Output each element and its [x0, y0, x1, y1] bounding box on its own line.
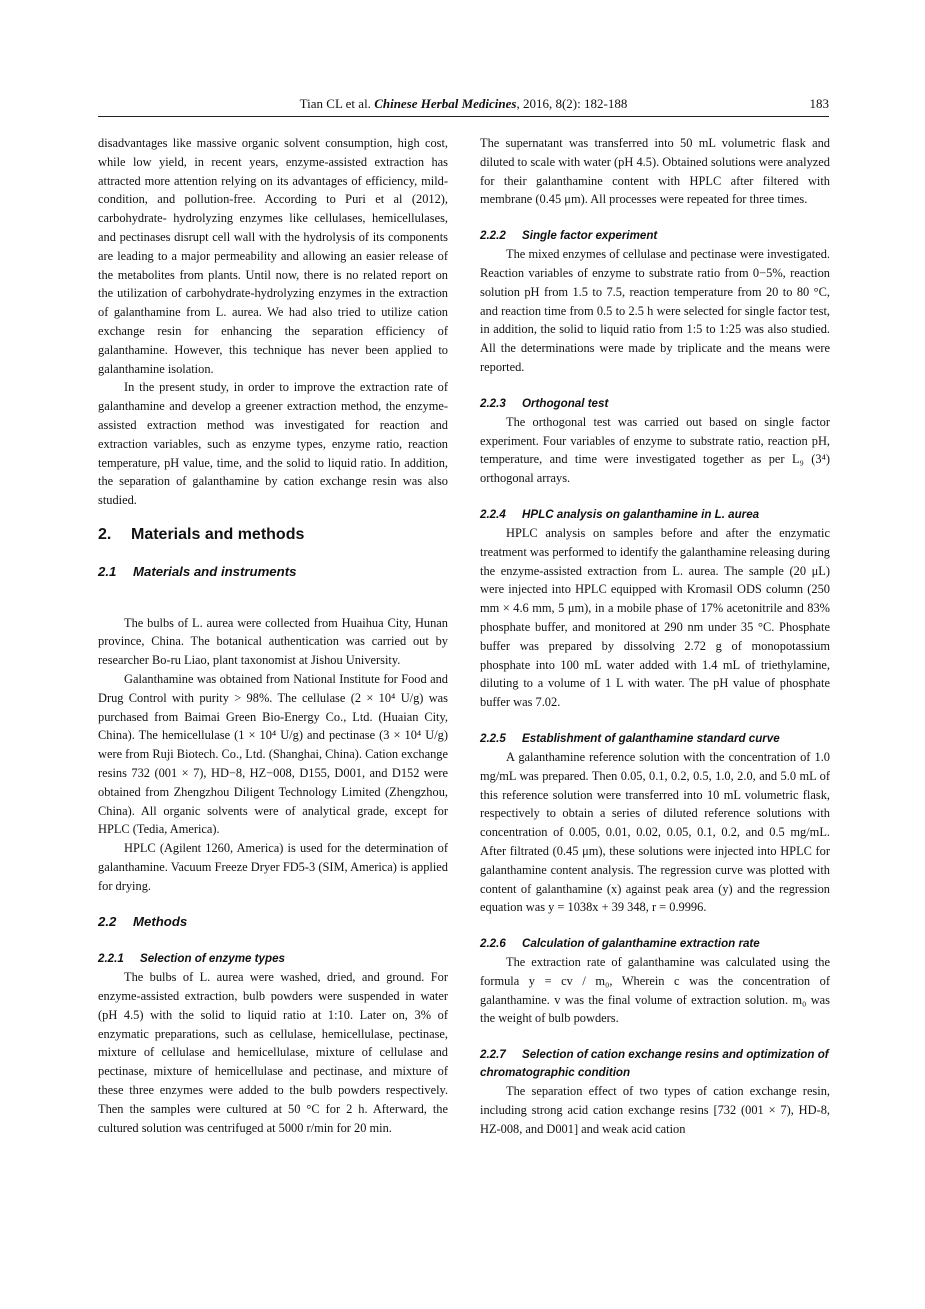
paragraph-hplc-instrument: HPLC (Agilent 1260, America) is used for the determination of galanthamine. Vacuum Freeze Dryer FD5-3 (SIM, America) is applied for drying. — [98, 841, 448, 893]
section-title: Materials and methods — [131, 525, 305, 543]
subsubsection-heading-2-2-7 — [480, 1046, 830, 1082]
subsection-title: Materials and instruments — [133, 563, 297, 579]
section-number: 2. — [98, 525, 112, 543]
paragraph-hplc-analysis: HPLC analysis on samples before and after the enzymatic treatment was performed to identify the galanthamine releasing during the enzyme-assisted extraction from L. aurea. The sample (20 μL) were injected into HPLC equipped with Kromasil ODS column (250 mm × 4.6 mm, 5 μm), in a mobile phase of 17% acetonitrile and 83% phosphate buffer, and monitored at 290 nm under 35 °C. Phosphate buffer was prepared by dissolving 2.72 g of monopotassium phosphate into 100 mL water added with 1.4 mL of triethylamine, diluting to a volume of 1 L with water. The pH value of phosphate buffer was 7.02. — [480, 525, 830, 710]
paragraph-present-study: In the present study, in order to improve the extraction rate of galanthamine and develop a greener extraction method, the enzyme-assisted extraction method was investigated for reaction and extraction variables, such as enzyme types, enzyme ratio, reaction temperature, pH value, time, and the solid to liquid ratio. In addition, the separation of galanthamine by cation exchange resin was also studied. — [98, 380, 448, 508]
subsubsection-title: HPLC analysis on galanthamine in L. aurea — [522, 507, 760, 521]
subsection-number: 2.2 — [98, 914, 117, 930]
page-number: 183 — [809, 96, 829, 111]
subsubsection-title: Selection of enzyme types — [140, 952, 285, 966]
subsubsection-number: 2.2.1 — [98, 952, 124, 966]
paragraph-standard-curve: A galanthamine reference solution with the concentration of 1.0 mg/mL was prepared. Then 0.05, 0.1, 0.2, 0.5, 1.0, 2.0, and 5.0 mL of this reference solution were transferred into 10 mL volumetric flask, respectively to obtain a series of diluted reference solutions with concentration of 0.005, 0.01, 0.02, 0.05, 0.1, 0.2, and 0.5 mg/mL. After filtrated (0.45 μm), these solutions were injected into HPLC for galanthamine content analysis. The regression curve was plotted with content of galanthamine (x) against peak area (y) and the regression equation was y = 1038x + 39 348, r = 0.9996. — [480, 749, 830, 915]
subsection-heading-2-2 — [98, 913, 448, 932]
paragraph-enzyme-selection: The bulbs of L. aurea were washed, dried, and ground. For enzyme-assisted extraction, bulb powders were suspended in water (pH 4.5) with the solid to liquid ratio at 1:10. Later on, 3% of enzymatic preparations, such as cellulase, hemicellulase, pectinase, mixture of cellulase and hemicellulase, mixture of cellulase and pectinase, mixture of hemicellulase and pectinase, and mixture of these three enzymes were added to the bulb powders respectively. Then the samples were cultured at 50 °C for 2 h. Afterward, the cultured solution was centrifuged at 5000 r/min for 20 min. — [98, 970, 448, 1135]
subsubsection-number: 2.2.3 — [480, 396, 506, 410]
subsection-heading-2-1 — [98, 563, 448, 582]
subsubsection-heading-2-2-3 — [480, 395, 830, 413]
subsubsection-heading-2-2-2 — [480, 227, 830, 245]
subsubsection-number: 2.2.5 — [480, 731, 506, 745]
paragraph-bulbs: The bulbs of L. aurea were collected from Huaihua City, Hunan province, China. The botanical authentication was carried out by researcher Bo-ru Liao, plant taxonomist at Jishou University. — [98, 615, 448, 668]
right-column — [480, 134, 830, 1139]
subsubsection-title: Single factor experiment — [522, 229, 658, 243]
subsubsection-title: Establishment of galanthamine standard curve — [522, 731, 780, 745]
subsection-number: 2.1 — [98, 563, 117, 579]
paragraph-extraction-rate: The extraction rate of galanthamine was calculated using the formula y = cv / m₀, Wherein c was the concentration of galanthamine. v was the final volume of extraction solution. m₀ was the weight of bulb powders. — [480, 955, 830, 1026]
paragraph-intro-continued: disadvantages like massive organic solvent consumption, high cost, while low yield, in recent years, enzyme-assisted extraction has attracted more attention relying on its advantages of efficiency, mild-condition, and pollution-free. According to Puri et al (2012), carbohydrate- hydrolyzing enzymes like cellulases, hemicellulases, and pectinases disrupt cell wall with the hydrolysis of its components are leading to a major permeability and allowing an easier release of the metabolites from plants. Until now, there is no related report on the utilization of carbohydrate-hydrolyzing enzymes in the extraction of galanthamine from L. aurea. We had also tried to utilize cation exchange resin for enhancing the separation efficiency of galanthamine. However, this technique has never been applied to galanthamine isolation. — [98, 136, 448, 376]
header-journal: Chinese Herbal Medicines — [374, 96, 517, 111]
subsubsection-title: Calculation of galanthamine extraction rate — [522, 937, 760, 951]
subsubsection-heading-2-2-6 — [480, 935, 830, 953]
paragraph-cation-exchange: The separation effect of two types of cation exchange resin, including strong acid cation exchange resins [732 (001 × 7), HD-8, HZ-008, and D001] and weak acid cation — [480, 1084, 830, 1136]
subsection-title: Methods — [133, 914, 188, 930]
section-heading-2 — [98, 526, 448, 545]
subsubsection-number: 2.2.7 — [480, 1048, 506, 1062]
citation-line — [98, 96, 829, 112]
subsubsection-title: Selection of cation exchange resins and optimization of chromatographic condition — [480, 1048, 829, 1080]
subsubsection-heading-2-2-4 — [480, 506, 830, 524]
subsubsection-number: 2.2.2 — [480, 229, 506, 243]
left-column — [98, 134, 448, 1137]
subsubsection-number: 2.2.4 — [480, 507, 506, 521]
running-header — [98, 94, 829, 117]
paragraph-single-factor: The mixed enzymes of cellulase and pectinase were investigated. Reaction variables of enzyme to substrate ratio from 0−5%, reaction solution pH from 1.5 to 7.5, reaction temperature from 20 to 80 °C, and reaction time from 0.5 to 2.5 h were selected for single factor test, in addition, the solid to liquid ratio from 1:5 to 1:25 was also studied. All the determinations were made by triplicate and the means were reported. — [480, 247, 830, 374]
spacer — [98, 600, 448, 614]
paragraph-enzyme-selection-continued: The supernatant was transferred into 50 mL volumetric flask and diluted to scale with water (pH 4.5). Obtained solutions were analyzed for their galanthamine content with HPLC after filtered with membrane (0.45 μm). All processes were repeated for three times. — [480, 136, 830, 207]
header-issue: , 2016, 8(2): 182-188 — [516, 96, 628, 111]
paragraph-galanthamine-source: Galanthamine was obtained from National Institute for Food and Drug Control with purity > 98%. The cellulase (2 × 10⁴ U/g) was purchased from Baimai Green Bio-Energy Co., Ltd. (Huaian City, China). The hemicellulase (1 × 10⁴ U/g) and pectinase (3 × 10⁴ U/g) were from Ruji Biotech. Co., Ltd. (Shanghai, China). Cation exchange resins 732 (001 × 7), HD−8, HZ−008, D155, D001, and D152 were obtained from Zhengzhou Diligent Technology Limited (Zhengzhou, China). All organic solvents were of analytical grade, except for HPLC (Tedia, America). — [98, 671, 448, 837]
subsubsection-heading-2-2-1 — [98, 950, 448, 968]
subsubsection-heading-2-2-5 — [480, 730, 830, 748]
header-authors: Tian CL et al. — [299, 96, 371, 111]
paragraph-orthogonal-test: The orthogonal test was carried out based on single factor experiment. Four variables of enzyme to substrate ratio, reaction pH, temperature, and time were investigated together as per L₉ (3⁴) orthogonal arrays. — [480, 414, 830, 486]
subsubsection-number: 2.2.6 — [480, 937, 506, 951]
subsubsection-title: Orthogonal test — [522, 396, 609, 410]
